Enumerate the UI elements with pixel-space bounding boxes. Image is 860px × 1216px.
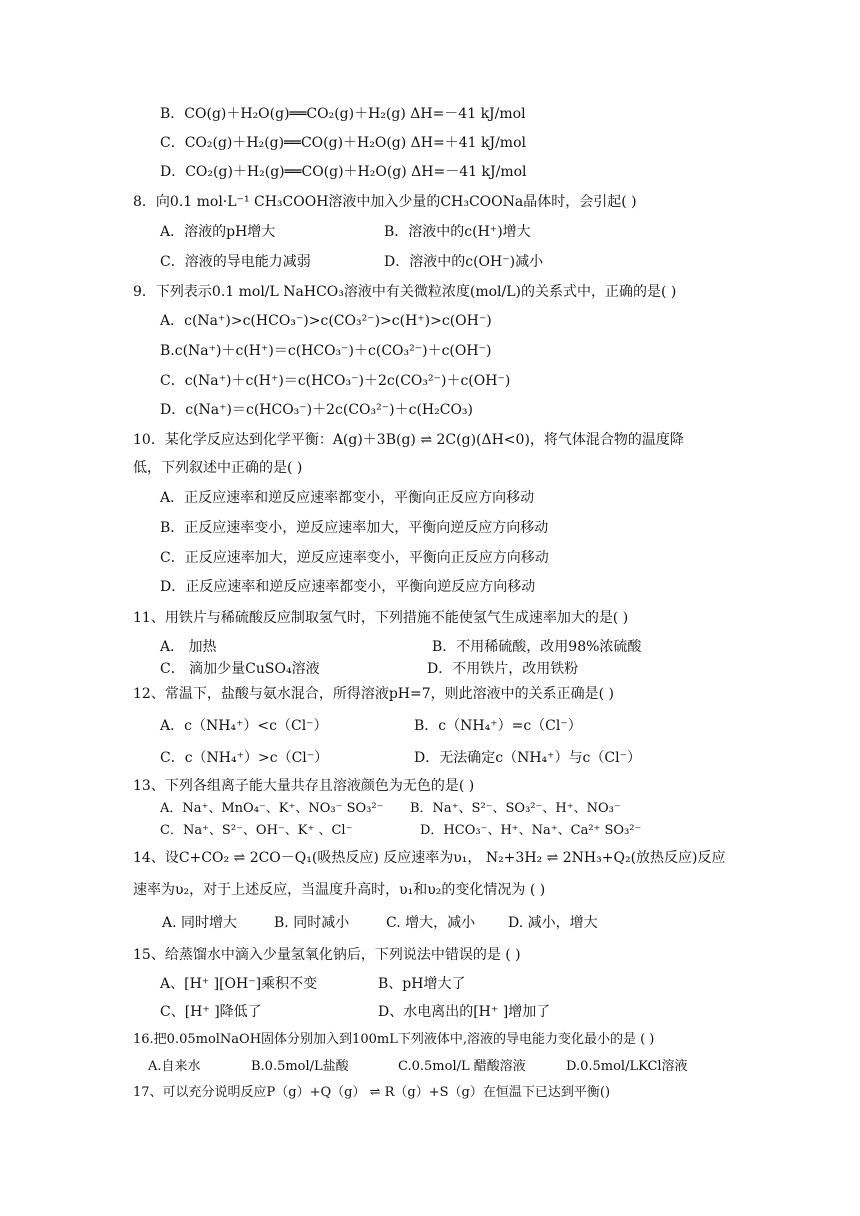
q15-stem: 15、给蒸馏水中滴入少量氢氧化钠后，下列说法中错误的是 ( ) <box>133 947 521 963</box>
q16-option-c: C.0.5mol/L 醋酸溶液 <box>398 1059 526 1074</box>
q14-option-d: D. 减小，增大 <box>508 915 598 931</box>
q11-option-c: C． 滴加少量CuSO₄溶液 <box>160 661 320 677</box>
q10-stem-line2: 低，下列叙述中正确的是( ) <box>133 460 303 476</box>
q17-stem: 17、可以充分说明反应P（g）+Q（g） ⇌ R（g）+S（g）在恒温下已达到平衡() <box>133 1085 611 1100</box>
q12-option-c: C．c（NH₄⁺）>c（Cl⁻） <box>160 750 329 766</box>
q11-option-a: A． 加热 <box>160 639 217 655</box>
q16-option-b: B.0.5mol/L盐酸 <box>251 1059 349 1074</box>
q13-option-a: A．Na⁺、MnO₄⁻、K⁺、NO₃⁻ SO₃²⁻ <box>160 801 384 816</box>
q10-option-c: C．正反应速率加大，逆反应速率变小，平衡向正反应方向移动 <box>160 550 549 566</box>
q8-option-b: B．溶液中的c(H⁺)增大 <box>384 224 531 240</box>
q8-option-c: C．溶液的导电能力减弱 <box>160 254 311 270</box>
q9-stem: 9．下列表示0.1 mol/L NaHCO₃溶液中有关微粒浓度(mol/L)的关系式中，正确的是( ) <box>133 284 677 300</box>
q7-option-d: D．CO₂(g)＋H₂(g)══CO(g)＋H₂O(g) ΔH=－41 kJ/mol <box>160 164 527 180</box>
q8-option-d: D．溶液中的c(OH⁻)减小 <box>384 254 544 270</box>
q16-option-d: D.0.5mol/LKCl溶液 <box>566 1059 688 1074</box>
q14-stem-line2: 速率为υ₂，对于上述反应，当温度升高时，υ₁和υ₂的变化情况为 ( ) <box>133 882 546 898</box>
q14-option-b: B. 同时减小 <box>274 915 350 931</box>
q13-option-b: B．Na⁺、S²⁻、SO₃²⁻、H⁺、NO₃⁻ <box>410 801 621 816</box>
q14-option-c: C. 增大，减小 <box>386 915 476 931</box>
q12-option-a: A．c（NH₄⁺）<c（Cl⁻） <box>160 718 328 734</box>
q9-option-b: B.c(Na⁺)＋c(H⁺)＝c(HCO₃⁻)＋c(CO₃²⁻)＋c(OH⁻) <box>160 343 492 359</box>
q7-option-c: C．CO₂(g)＋H₂(g)══CO(g)＋H₂O(g) ΔH=＋41 kJ/mol <box>160 135 526 151</box>
q12-stem: 12、常温下，盐酸与氨水混合，所得溶液pH=7，则此溶液中的关系正确是( ) <box>133 686 614 702</box>
q12-option-b: B．c（NH₄⁺）=c（Cl⁻） <box>414 718 582 734</box>
q13-option-d: D．HCO₃⁻、H⁺、Na⁺、Ca²⁺ SO₃²⁻ <box>420 823 642 838</box>
q10-option-b: B．正反应速率变小，逆反应速率加大，平衡向逆反应方向移动 <box>160 520 549 536</box>
q11-option-b: B．不用稀硫酸，改用98%浓硫酸 <box>432 639 642 655</box>
q13-option-c: C．Na⁺、S²⁻、OH⁻、K⁺ 、Cl⁻ <box>160 823 353 838</box>
q9-option-a: A．c(Na⁺)>c(HCO₃⁻)>c(CO₃²⁻)>c(H⁺)>c(OH⁻) <box>160 313 492 329</box>
q12-option-d: D．无法确定c（NH₄⁺）与c（Cl⁻） <box>414 750 641 766</box>
q13-stem: 13、下列各组离子能大量共存且溶液颜色为无色的是( ) <box>133 778 475 794</box>
q8-option-a: A．溶液的pH增大 <box>160 224 276 240</box>
q15-option-c: C、[H⁺ ]降低了 <box>160 1004 262 1020</box>
q10-option-d: D．正反应速率和逆反应速率都变小，平衡向逆反应方向移动 <box>160 579 536 595</box>
q16-stem: 16.把0.05molNaOH固体分别加入到100mL下列液体中,溶液的导电能力变化最小的是 ( ) <box>133 1032 655 1047</box>
q11-option-d: D．不用铁片，改用铁粉 <box>427 661 579 677</box>
q14-option-a: A. 同时增大 <box>162 915 238 931</box>
q7-option-b: B．CO(g)＋H₂O(g)══CO₂(g)＋H₂(g) ΔH=－41 kJ/mol <box>160 106 526 122</box>
q10-option-a: A．正反应速率和逆反应速率都变小，平衡向正反应方向移动 <box>160 490 535 506</box>
q9-option-d: D．c(Na⁺)＝c(HCO₃⁻)＋2c(CO₃²⁻)＋c(H₂CO₃) <box>160 402 474 418</box>
q16-option-a: A.自来水 <box>148 1059 201 1074</box>
q15-option-b: B、pH增大了 <box>378 976 466 992</box>
q9-option-c: C．c(Na⁺)＋c(H⁺)＝c(HCO₃⁻)＋2c(CO₃²⁻)＋c(OH⁻) <box>160 373 511 389</box>
q11-stem: 11、用铁片与稀硫酸反应制取氢气时，下列措施不能使氢气生成速率加大的是( ) <box>133 610 629 626</box>
q8-stem: 8．向0.1 mol·L⁻¹ CH₃COOH溶液中加入少量的CH₃COONa晶体时，会引起( ) <box>133 194 637 210</box>
q15-option-a: A、[H⁺ ][OH⁻]乘积不变 <box>160 976 318 992</box>
q10-stem-line1: 10．某化学反应达到化学平衡：A(g)＋3B(g) ⇌ 2C(g)(ΔH<0)，将气体混合物的温度降 <box>133 432 684 448</box>
q15-option-d: D、水电离出的[H⁺ ]增加了 <box>378 1004 551 1020</box>
q14-stem-line1: 14、设C+CO₂ ⇌ 2CO－Q₁(吸热反应) 反应速率为υ₁， N₂+3H₂ ⇌ 2NH₃+Q₂(放热反应)反应 <box>133 850 726 866</box>
